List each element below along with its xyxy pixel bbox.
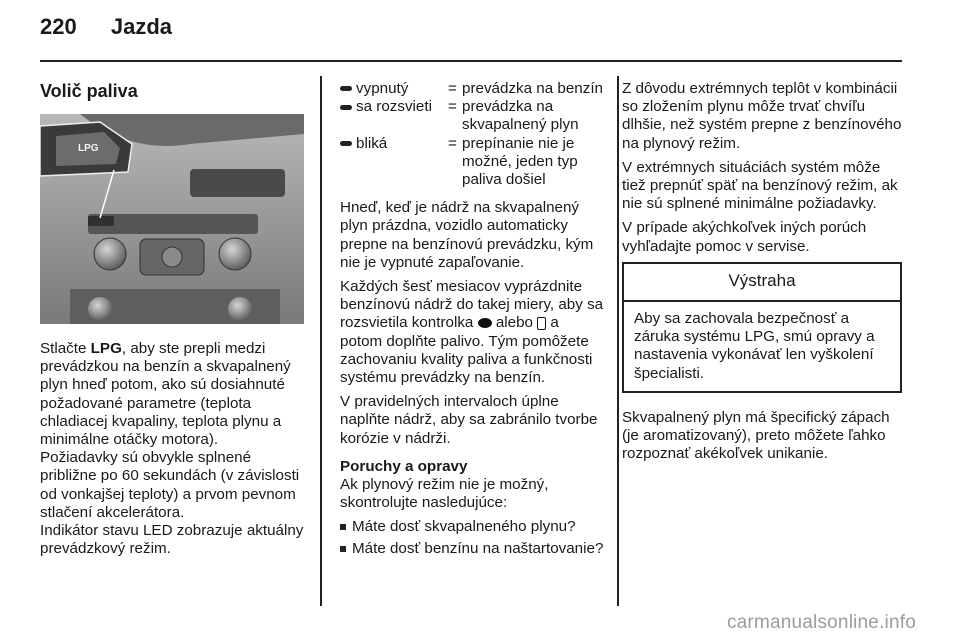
paragraph: Hneď, keď je nádrž na skvapalnený plyn prázdna, vozidlo automaticky prepne na benzínovú prevádzku, kým nie je vypnuté zapaľovanie. — [340, 199, 594, 271]
faults-heading: Poruchy a opravy — [340, 457, 468, 475]
page-number: 220 — [40, 14, 77, 39]
paragraph: Každých šesť mesiacov vyprázdnite benzínovú nádrž do takej miery, aby sa rozsvietila kontrolka alebo a potom doplňte palivo. Tým pomôžete zachovaniu kvality paliva a funkčnosti systému prevádzky na benzín. — [340, 278, 604, 387]
column-1 — [40, 80, 305, 564]
column-divider-2 — [617, 76, 619, 606]
led-state-table — [340, 80, 604, 189]
dash-icon — [340, 86, 352, 91]
section-title: Jazda — [110, 14, 172, 39]
paragraph: Indikátor stavu LED zobrazuje aktuálny prevádzkový režim. — [40, 522, 304, 558]
page-header — [40, 14, 172, 40]
column-3 — [622, 80, 902, 469]
faults-intro: Ak plynový režim nie je možný, skontrolujte nasledujúce: — [340, 476, 549, 512]
faults-list — [340, 518, 604, 557]
column-divider-1 — [320, 76, 322, 606]
dash-icon — [340, 105, 352, 110]
dash-icon — [340, 141, 352, 146]
table-row: vypnutý = prevádzka na benzín — [340, 80, 604, 98]
fuel-pump-icon — [537, 317, 546, 330]
warning-box — [622, 262, 902, 393]
lpg-button-photo — [40, 114, 304, 324]
table-row: bliká = prepínanie nie je možné, jeden typ paliva došiel — [340, 135, 604, 190]
page-title: Volič paliva — [40, 81, 138, 101]
lpg-label: LPG — [78, 143, 99, 154]
paragraph: Z dôvodu extrémnych teplôt v kombinácii so zložením plynu môže trvať chvíľu dlhšie, než systém prepne z benzínového na plynový režim. — [622, 80, 902, 152]
column-2 — [340, 80, 604, 561]
warning-body: Aby sa zachovala bezpečnosť a záruka systému LPG, smú opravy a nastavenia vykonávať len vyškolení špecialisti. — [634, 310, 875, 382]
table-row: sa rozsvieti = prevádzka na skvapalnený plyn — [340, 98, 604, 134]
paragraph: V prípade akýchkoľvek iných porúch vyhľadajte pomoc v servise. — [622, 219, 867, 255]
list-item: Máte dosť skvapalneného plynu? — [340, 518, 604, 536]
paragraph: Skvapalnený plyn má špecifický zápach (je aromatizovaný), preto môžete ľahko rozpoznať akékoľvek unikanie. — [622, 408, 890, 463]
header-rule — [40, 60, 902, 62]
watermark: carmanualsonline.info — [726, 612, 916, 633]
paragraph: V extrémnych situáciách systém môže tiež prepnúť späť na benzínový režim, ak nie sú splnené minimálne požiadavky. — [622, 158, 898, 213]
fuel-warning-icon — [478, 318, 492, 328]
paragraph: V pravidelných intervaloch úplne naplňte nádrž, aby sa zabránilo tvorbe korózie v nádrži. — [340, 393, 598, 447]
paragraph: Stlačte LPG, aby ste prepli medzi prevádzkou na benzín a skvapalnený plyn hneď potom, ako sú dosiahnuté požadované parametre (teplota chladiacej kvapaliny, teplota plynu a minimálne otáčky motora). — [40, 340, 291, 449]
warning-title: Výstraha — [624, 264, 900, 302]
list-item: Máte dosť benzínu na naštartovanie? — [340, 540, 604, 558]
paragraph: Požiadavky sú obvykle splnené približne po 60 sekundách (v závislosti od vonkajšej teploty) a prvom pevnom stlačení akcelerátora. — [40, 449, 300, 521]
